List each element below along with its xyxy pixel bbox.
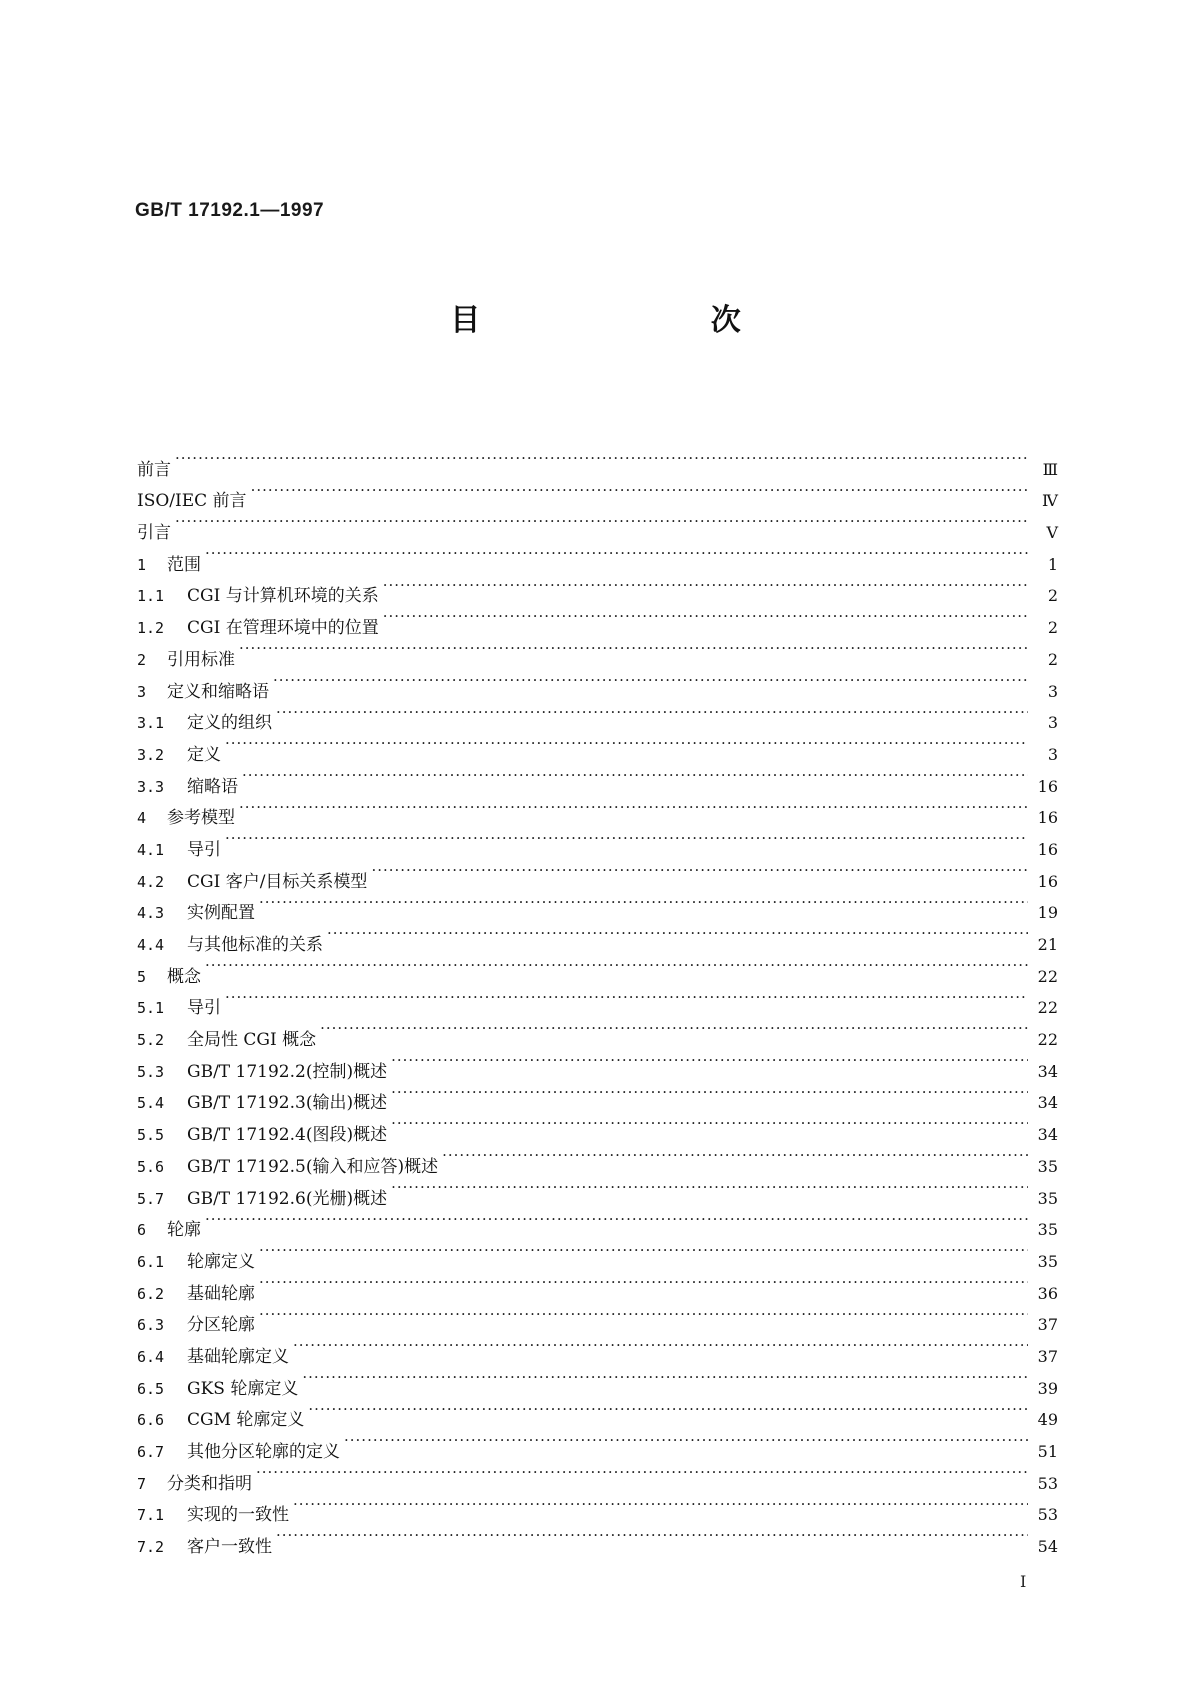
toc-entry-number: 3.2 [137,745,165,764]
toc-leader-dots [276,697,1028,729]
toc-entry-title: 实现的一致性 [187,1505,289,1526]
toc-entry-title: 其他分区轮廓的定义 [187,1442,340,1462]
toc-entry-number: 5 [137,967,147,986]
toc-entry-page: 36 [1037,1283,1058,1303]
toc-entry-title: GKS 轮廓定义 [187,1378,299,1399]
toc-leader-dots [205,1204,1028,1236]
toc-entry-number: 6 [137,1221,147,1240]
toc-entry-page: 34 [1037,1125,1058,1145]
toc-entry[interactable] [137,950,1058,987]
toc-leader-dots [205,538,1028,570]
toc-entry[interactable] [137,918,1058,955]
toc-leader-dots [273,665,1028,697]
toc-entry[interactable] [137,1267,1058,1304]
toc-entry-title: CGI 客户/目标关系模型 [187,871,368,892]
toc-entry-number: 1.1 [137,587,165,606]
toc-entry-number: 3 [137,682,147,701]
toc-entry-page: 39 [1037,1378,1058,1398]
toc-leader-dots [293,1489,1028,1521]
toc-entry-number: 5.2 [137,1031,165,1050]
toc-entry-number: 5.6 [137,1157,165,1176]
toc-entry-page: Ⅴ [1046,523,1058,543]
toc-entry-page: 16 [1037,839,1058,859]
toc-entry[interactable] [137,1299,1058,1336]
toc-leader-dots [259,887,1028,919]
toc-entry-title: 全局性 CGI 概念 [187,1030,317,1051]
toc-entry-title: 缩略语 [187,776,238,797]
toc-leader-dots [391,1077,1028,1109]
toc-entry-page: 34 [1037,1061,1058,1081]
toc-entry-page: 1 [1047,554,1058,574]
toc-entry-page: 51 [1037,1442,1058,1461]
toc-entry-page: 35 [1037,1220,1058,1240]
toc-leader-dots [205,950,1028,982]
toc-entry-page: 16 [1037,871,1058,891]
toc-entry-page: 3 [1047,713,1058,733]
toc-entry-page: 35 [1037,1156,1058,1176]
toc-leader-dots [391,1045,1028,1077]
toc-entry-number: 4.2 [137,872,165,891]
toc-entry[interactable] [137,697,1058,734]
toc-entry-number: 7.1 [137,1506,165,1525]
toc-leader-dots [320,1013,1028,1045]
toc-entry-title: 与其他标准的关系 [187,935,323,955]
toc-entry[interactable] [137,855,1058,892]
toc-entry-page: 49 [1037,1410,1058,1430]
toc-entry-page: 19 [1037,903,1058,923]
toc-entry-page: 35 [1037,1251,1058,1271]
toc-leader-dots [225,728,1028,760]
toc-leader-dots [242,760,1028,792]
toc-leader-dots [239,633,1028,665]
document-code: GB/T 17192.1—1997 [135,200,325,221]
toc-leader-dots [259,1299,1028,1331]
toc-entry-page: 22 [1037,966,1058,986]
toc-entry-title: 轮廓定义 [187,1251,255,1272]
toc-entry-number: 4 [137,809,147,828]
toc-entry-page: 2 [1047,586,1058,606]
toc-entry-number: 3.1 [137,714,165,733]
toc-entry-page: 54 [1037,1537,1058,1557]
toc-entry-page: 16 [1037,776,1058,796]
toc-entry-title: 分类和指明 [167,1473,252,1494]
toc-entry[interactable] [137,475,1058,512]
toc-entry-title: 导引 [187,839,221,860]
toc-entry-title: GB/T 17192.5(输入和应答)概述 [187,1156,439,1177]
toc-leader-dots [302,1362,1028,1394]
toc-entry-number: 1 [137,555,147,574]
toc-leader-dots [276,1520,1028,1552]
toc-entry-page: 21 [1037,935,1058,954]
toc-entry-number: 4.1 [137,840,165,859]
toc-entry-number: 6.7 [137,1443,165,1461]
toc-entry-title: 前言 [137,459,171,480]
toc-entry[interactable] [137,823,1058,860]
toc-entry-title: 导引 [187,998,221,1019]
toc-entry-title: 轮廓 [167,1220,201,1241]
toc-entry-number: 1.2 [137,619,165,638]
toc-entry-number: 5.7 [137,1189,165,1208]
toc-entry-number: 6.3 [137,1316,165,1335]
toc-entry-number: 6.4 [137,1347,165,1366]
toc-entry-number: 5.4 [137,1094,165,1113]
toc-entry-title: 基础轮廓 [187,1283,255,1304]
toc-leader-dots [442,1140,1028,1172]
toc-entry[interactable] [137,538,1058,575]
toc-entry-title: CGI 与计算机环境的关系 [187,586,379,607]
toc-entry-number: 7 [137,1474,147,1493]
toc-entry-number: 6.2 [137,1284,165,1303]
toc-entry[interactable] [137,1013,1058,1051]
toc-leader-dots [239,792,1028,824]
toc-entry[interactable] [137,1489,1058,1526]
toc-leader-dots [259,1235,1028,1267]
toc-entry-number: 4.3 [137,904,165,923]
toc-leader-dots [256,1457,1028,1489]
toc-entry[interactable] [137,1330,1058,1367]
toc-leader-dots [175,443,1028,475]
toc-entry-number: 6.6 [137,1411,165,1430]
toc-entry[interactable] [137,887,1058,924]
toc-entry-title: 概念 [167,966,201,987]
toc-entry-page: 3 [1047,744,1058,764]
toc-entry-title: 客户一致性 [187,1537,272,1558]
toc-entry[interactable] [137,570,1058,607]
toc-entry-title: ISO/IEC 前言 [137,491,247,512]
toc-leader-dots [391,1172,1028,1204]
toc-entry-page: 16 [1037,808,1058,828]
toc-entry[interactable] [137,633,1058,670]
toc-entry-title: 参考模型 [167,808,235,829]
toc-entry-page: 53 [1037,1505,1058,1525]
toc-entry-page: 37 [1037,1315,1058,1335]
toc-leader-dots [371,855,1028,887]
toc-entry-title: 实例配置 [187,903,255,924]
toc-entry[interactable] [137,728,1058,765]
toc-entry-title: CGM 轮廓定义 [187,1410,305,1431]
toc-leader-dots [293,1330,1028,1362]
toc-entry[interactable] [137,665,1058,702]
toc-entry-title: GB/T 17192.3(输出)概述 [187,1093,388,1114]
toc-leader-dots [175,506,1028,538]
toc-entry-number: 4.4 [137,936,165,954]
toc-entry-number: 5.1 [137,999,165,1018]
toc-entry[interactable] [137,506,1058,544]
toc-leader-dots [308,1394,1028,1426]
toc-entry-page: 37 [1037,1346,1058,1366]
toc-leader-dots [259,1267,1028,1299]
toc-leader-dots [225,823,1028,855]
toc-entry-title: GB/T 17192.6(光栅)概述 [187,1188,388,1209]
toc-entry-number: 5.5 [137,1126,165,1145]
toc-entry-title: 定义 [187,744,221,765]
toc-entry-page: 3 [1047,681,1058,701]
toc-entry-title: 引言 [137,523,171,544]
table-of-contents [137,443,1058,1558]
toc-entry-title: 范围 [167,554,201,575]
toc-entry-page: 22 [1037,998,1058,1018]
toc-entry-number: 2 [137,650,147,669]
toc-entry[interactable] [137,1520,1058,1558]
toc-entry-title: 定义的组织 [187,713,272,734]
toc-entry-title: CGI 在管理环境中的位置 [187,618,379,639]
toc-entry-number: 6.1 [137,1252,165,1271]
toc-entry-title: 分区轮廓 [187,1315,255,1336]
toc-entry-page: Ⅳ [1042,491,1058,511]
toc-entry-page: 22 [1037,1030,1058,1050]
toc-leader-dots [344,1425,1028,1457]
toc-entry-title: 基础轮廓定义 [187,1346,289,1367]
toc-entry[interactable] [137,443,1058,480]
toc-entry[interactable] [137,1204,1058,1241]
page-title: 目 次 [450,303,851,338]
toc-leader-dots [327,918,1028,950]
toc-entry-page: 53 [1037,1473,1058,1493]
toc-entry[interactable] [137,1235,1058,1272]
toc-entry[interactable] [137,760,1058,797]
toc-entry-number: 3.3 [137,777,165,796]
toc-entry-page: Ⅲ [1042,459,1058,479]
toc-leader-dots [383,570,1028,602]
toc-entry-title: GB/T 17192.4(图段)概述 [187,1125,388,1146]
toc-entry[interactable] [137,792,1058,829]
toc-entry-title: 定义和缩略语 [167,681,269,702]
toc-entry-page: 34 [1037,1093,1058,1113]
toc-entry-number: 6.5 [137,1379,165,1398]
toc-entry-title: 引用标准 [167,649,235,670]
toc-entry-title: GB/T 17192.2(控制)概述 [187,1061,388,1082]
toc-entry-number: 5.3 [137,1062,165,1081]
toc-entry-number: 7.2 [137,1538,165,1557]
toc-entry-page: 2 [1047,649,1058,669]
toc-leader-dots [383,601,1028,633]
toc-entry[interactable] [137,1457,1058,1494]
toc-leader-dots [225,982,1028,1014]
toc-leader-dots [251,475,1028,507]
toc-entry[interactable] [137,982,1058,1019]
toc-entry-page: 35 [1037,1188,1058,1208]
toc-entry-page: 2 [1047,618,1058,638]
page-number: I [1020,1572,1027,1591]
toc-leader-dots [391,1108,1028,1140]
